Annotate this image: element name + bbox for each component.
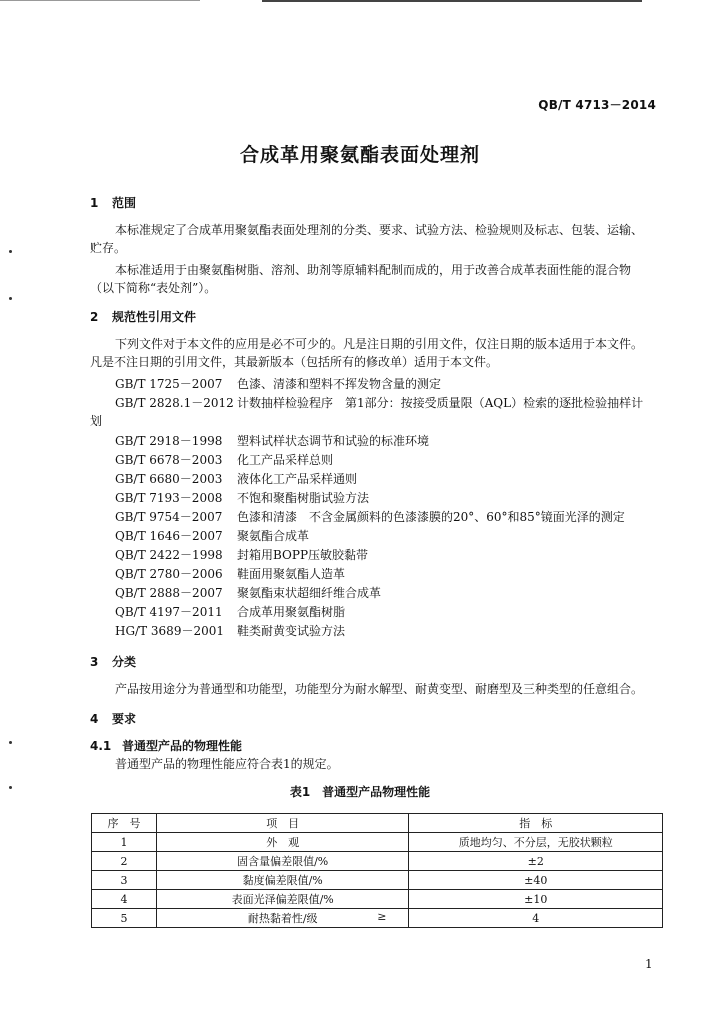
header-value: 指 标 (409, 814, 663, 833)
reference-item (115, 565, 345, 582)
cell-value: ±2 (409, 852, 663, 871)
reference-item (115, 432, 429, 449)
physical-properties-table (91, 813, 663, 928)
cell-no: 1 (92, 833, 157, 852)
item-text: 外 观 (266, 836, 300, 849)
reference-item (115, 584, 381, 601)
reference-code: GB/T 1725－2007 (115, 377, 223, 391)
reference-title: 封箱用BOPP压敏胶黏带 (237, 548, 369, 562)
cell-no: 2 (92, 852, 157, 871)
reference-item-wrap (90, 412, 102, 429)
reference-item (115, 546, 368, 563)
sec1-paragraph1-line1: 本标准规定了合成革用聚氨酯表面处理剂的分类、要求、试验方法、检验规则及标志、包装、运输、 (115, 223, 644, 237)
reference-code: GB/T 6678－2003 (115, 453, 223, 467)
reference-code: GB/T 2918－1998 (115, 434, 223, 448)
section-title: 分类 (112, 655, 137, 669)
section-2-heading (90, 308, 196, 325)
scan-speck (9, 786, 12, 789)
subsection-number: 4.1 (90, 739, 112, 753)
reference-item (115, 527, 309, 544)
scan-top-rule (262, 0, 642, 2)
cell-item (156, 909, 409, 928)
cell-item (156, 852, 409, 871)
reference-item (115, 470, 357, 487)
reference-title: 鞋类耐黄变试验方法 (237, 624, 346, 638)
reference-title: 聚氨酯合成革 (237, 529, 310, 543)
reference-code: QB/T 2422－1998 (115, 548, 223, 562)
standard-code: QB/T 4713－2014 (538, 98, 656, 112)
section-number: 2 (90, 310, 99, 324)
reference-code: GB/T 6680－2003 (115, 472, 223, 486)
cell-value: 质地均匀、不分层，无胶状颗粒 (409, 833, 663, 852)
reference-title: 计数抽样检验程序 第1部分：按接受质量限（AQL）检索的逐批检验抽样计 (237, 396, 644, 410)
reference-code: QB/T 2888－2007 (115, 586, 223, 600)
cell-value: 4 (409, 909, 663, 928)
scan-speck (9, 741, 12, 744)
reference-title: 划 (90, 414, 103, 428)
header-item: 项 目 (156, 814, 409, 833)
reference-item (115, 489, 369, 506)
reference-item (115, 508, 625, 525)
cell-no: 3 (92, 871, 157, 890)
reference-title: 液体化工产品采样通则 (237, 472, 358, 486)
scan-speck (9, 250, 12, 253)
reference-item (115, 375, 441, 392)
sec2-intro-line1: 下列文件对于本文件的应用是必不可少的。凡是注日期的引用文件，仅注日期的版本适用于本文件。 (115, 337, 644, 351)
document-title: 合成革用聚氨酯表面处理剂 (239, 144, 480, 166)
table-row (92, 871, 663, 890)
table-header-row (92, 814, 663, 833)
table-row (92, 833, 663, 852)
reference-title: 聚氨酯束状超细纤维合成革 (237, 586, 382, 600)
section-3-heading (90, 653, 136, 670)
reference-code: GB/T 7193－2008 (115, 491, 223, 505)
section-1-heading (90, 194, 136, 211)
scan-speck (9, 297, 12, 300)
reference-code: QB/T 2780－2006 (115, 567, 223, 581)
cell-item (156, 833, 409, 852)
cell-no: 4 (92, 890, 157, 909)
reference-code: GB/T 9754－2007 (115, 510, 223, 524)
reference-code: QB/T 4197－2011 (115, 605, 223, 619)
subsection-4-1-heading (90, 737, 242, 754)
reference-item (115, 451, 333, 468)
cell-value: ±10 (409, 890, 663, 909)
item-text: 固含量偏差限值/% (237, 855, 329, 868)
sec3-paragraph: 产品按用途分为普通型和功能型，功能型分为耐水解型、耐黄变型、耐磨型及三种类型的任意组合。 (115, 682, 644, 696)
table-row (92, 852, 663, 871)
cell-no: 5 (92, 909, 157, 928)
scan-edge-line (0, 0, 200, 1)
section-title: 要求 (112, 712, 137, 726)
subsection-4-1-paragraph: 普通型产品的物理性能应符合表1的规定。 (115, 757, 339, 771)
cell-item (156, 871, 409, 890)
section-title: 规范性引用文件 (112, 310, 197, 324)
section-number: 1 (90, 196, 99, 210)
reference-title: 不饱和聚酯树脂试验方法 (237, 491, 370, 505)
reference-item (115, 394, 643, 411)
reference-code: QB/T 1646－2007 (115, 529, 223, 543)
subsection-title: 普通型产品的物理性能 (122, 739, 243, 753)
reference-title: 塑料试样状态调节和试验的标准环境 (237, 434, 430, 448)
section-number: 4 (90, 712, 99, 726)
cell-value: ±40 (409, 871, 663, 890)
reference-title: 合成革用聚氨酯树脂 (237, 605, 346, 619)
sec1-paragraph2-line1: 本标准适用于由聚氨酯树脂、溶剂、助剂等原辅料配制而成的，用于改善合成革表面性能的混合物 (115, 263, 632, 277)
item-text: 表面光泽偏差限值/% (231, 893, 334, 906)
reference-code: HG/T 3689－2001 (115, 624, 224, 638)
reference-item (115, 603, 345, 620)
reference-code: GB/T 2828.1－2012 (115, 396, 234, 410)
section-title: 范围 (112, 196, 137, 210)
comparison-symbol: ≥ (377, 910, 387, 923)
cell-item (156, 890, 409, 909)
reference-item (115, 622, 345, 639)
sec2-intro-line2: 凡是不注日期的引用文件，其最新版本（包括所有的修改单）适用于本文件。 (90, 355, 499, 369)
header-no: 序 号 (92, 814, 157, 833)
page-number: 1 (645, 957, 653, 971)
section-number: 3 (90, 655, 99, 669)
item-text: 黏度偏差限值/% (242, 874, 323, 887)
sec1-paragraph1-line2: 贮存。 (90, 241, 127, 255)
table-caption: 表1 普通型产品物理性能 (289, 785, 431, 799)
table-row (92, 890, 663, 909)
section-4-heading (90, 710, 136, 727)
table-row (92, 909, 663, 928)
item-text: 耐热黏着性/级 (247, 912, 318, 925)
sec1-paragraph2-line2: （以下简称“表处剂”）。 (90, 281, 217, 295)
reference-title: 色漆和清漆 不含金属颜料的色漆漆膜的20°、60°和85°镜面光泽的测定 (237, 510, 625, 524)
reference-title: 化工产品采样总则 (237, 453, 334, 467)
reference-title: 色漆、清漆和塑料不挥发物含量的测定 (237, 377, 442, 391)
reference-title: 鞋面用聚氨酯人造革 (237, 567, 346, 581)
